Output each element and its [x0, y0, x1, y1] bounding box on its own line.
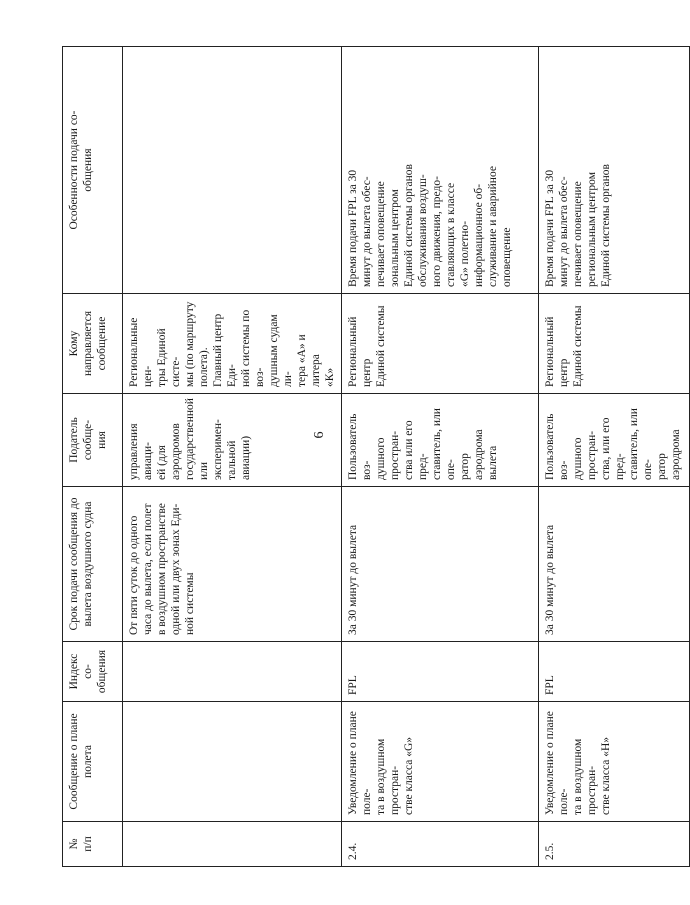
row-2-deadline: За 30 минут до вылета [342, 487, 539, 642]
header-num: № п/п [63, 822, 123, 867]
flight-plan-messages-table [62, 46, 690, 867]
row-1-num [123, 822, 342, 867]
row-3-submitter: Пользователь воз- душного простран- ства, или его пред- ставитель, или опе- ратор аэродрома [539, 394, 690, 487]
table-row [539, 47, 690, 867]
row-2-submitter: Пользователь воз- душного простран- ства или его пред- ставитель, или опе- ратор аэродрома вылета [342, 394, 539, 487]
row-2-index: FPL [342, 642, 539, 702]
row-3-num: 2.5. [539, 822, 690, 867]
header-features: Особенности подачи со- общения [63, 47, 123, 294]
row-1-index [123, 642, 342, 702]
row-1-deadline: От пяти суток до одного часа до вылета, если полет в воздушном пространстве одной или двух зонах Еди- ной системы [123, 487, 342, 642]
header-deadline: Срок подачи сообщения до вылета воздушного судна [63, 487, 123, 642]
row-1-submitter: управления авиаци- ей (для аэродромов государственной или эксперимен- тальной авиации) [123, 394, 342, 487]
rotated-table-wrapper [62, 47, 682, 867]
row-1-recipient: Региональные цен- тры Единой систе- мы (по маршруту полета). Главный центр Еди- ной системы по воз- душным судам ли- тера «А» и литера «К» [123, 294, 342, 394]
row-3-message: Уведомление о плане поле- та в воздушном простран- стве класса «Н» [539, 702, 690, 822]
row-3-recipient: Региональный центр Единой системы [539, 294, 690, 394]
row-2-features: Время подачи FPL за 30 минут до вылета обес- печивает оповещение зональным центром Единой системы органов обслуживания воздуш- ного движения, предо- ставляющих в классе «G» полетно- информационное об- служивание и аварийное оповещение [342, 47, 539, 294]
row-1-features [123, 47, 342, 294]
table-header-row [63, 47, 123, 867]
table-row [123, 47, 342, 867]
table-row [342, 47, 539, 867]
header-index: Индекс со- общения [63, 642, 123, 702]
row-2-num: 2.4. [342, 822, 539, 867]
row-2-message: Уведомление о плане поле- та в воздушном простран- стве класса «G» [342, 702, 539, 822]
header-submitter: Податель сообще- ния [63, 394, 123, 487]
row-3-deadline: За 30 минут до вылета [539, 487, 690, 642]
row-2-recipient: Региональный центр Единой системы [342, 294, 539, 394]
row-3-features: Время подачи FPL за 30 минут до вылета обес- печивает оповещение региональным центром Единой системы органов [539, 47, 690, 294]
header-message: Сообщение о плане полета [63, 702, 123, 822]
row-3-index: FPL [539, 642, 690, 702]
page-number: 6 [312, 431, 327, 439]
header-recipient: Кому направляется сообщение [63, 294, 123, 394]
row-1-message [123, 702, 342, 822]
